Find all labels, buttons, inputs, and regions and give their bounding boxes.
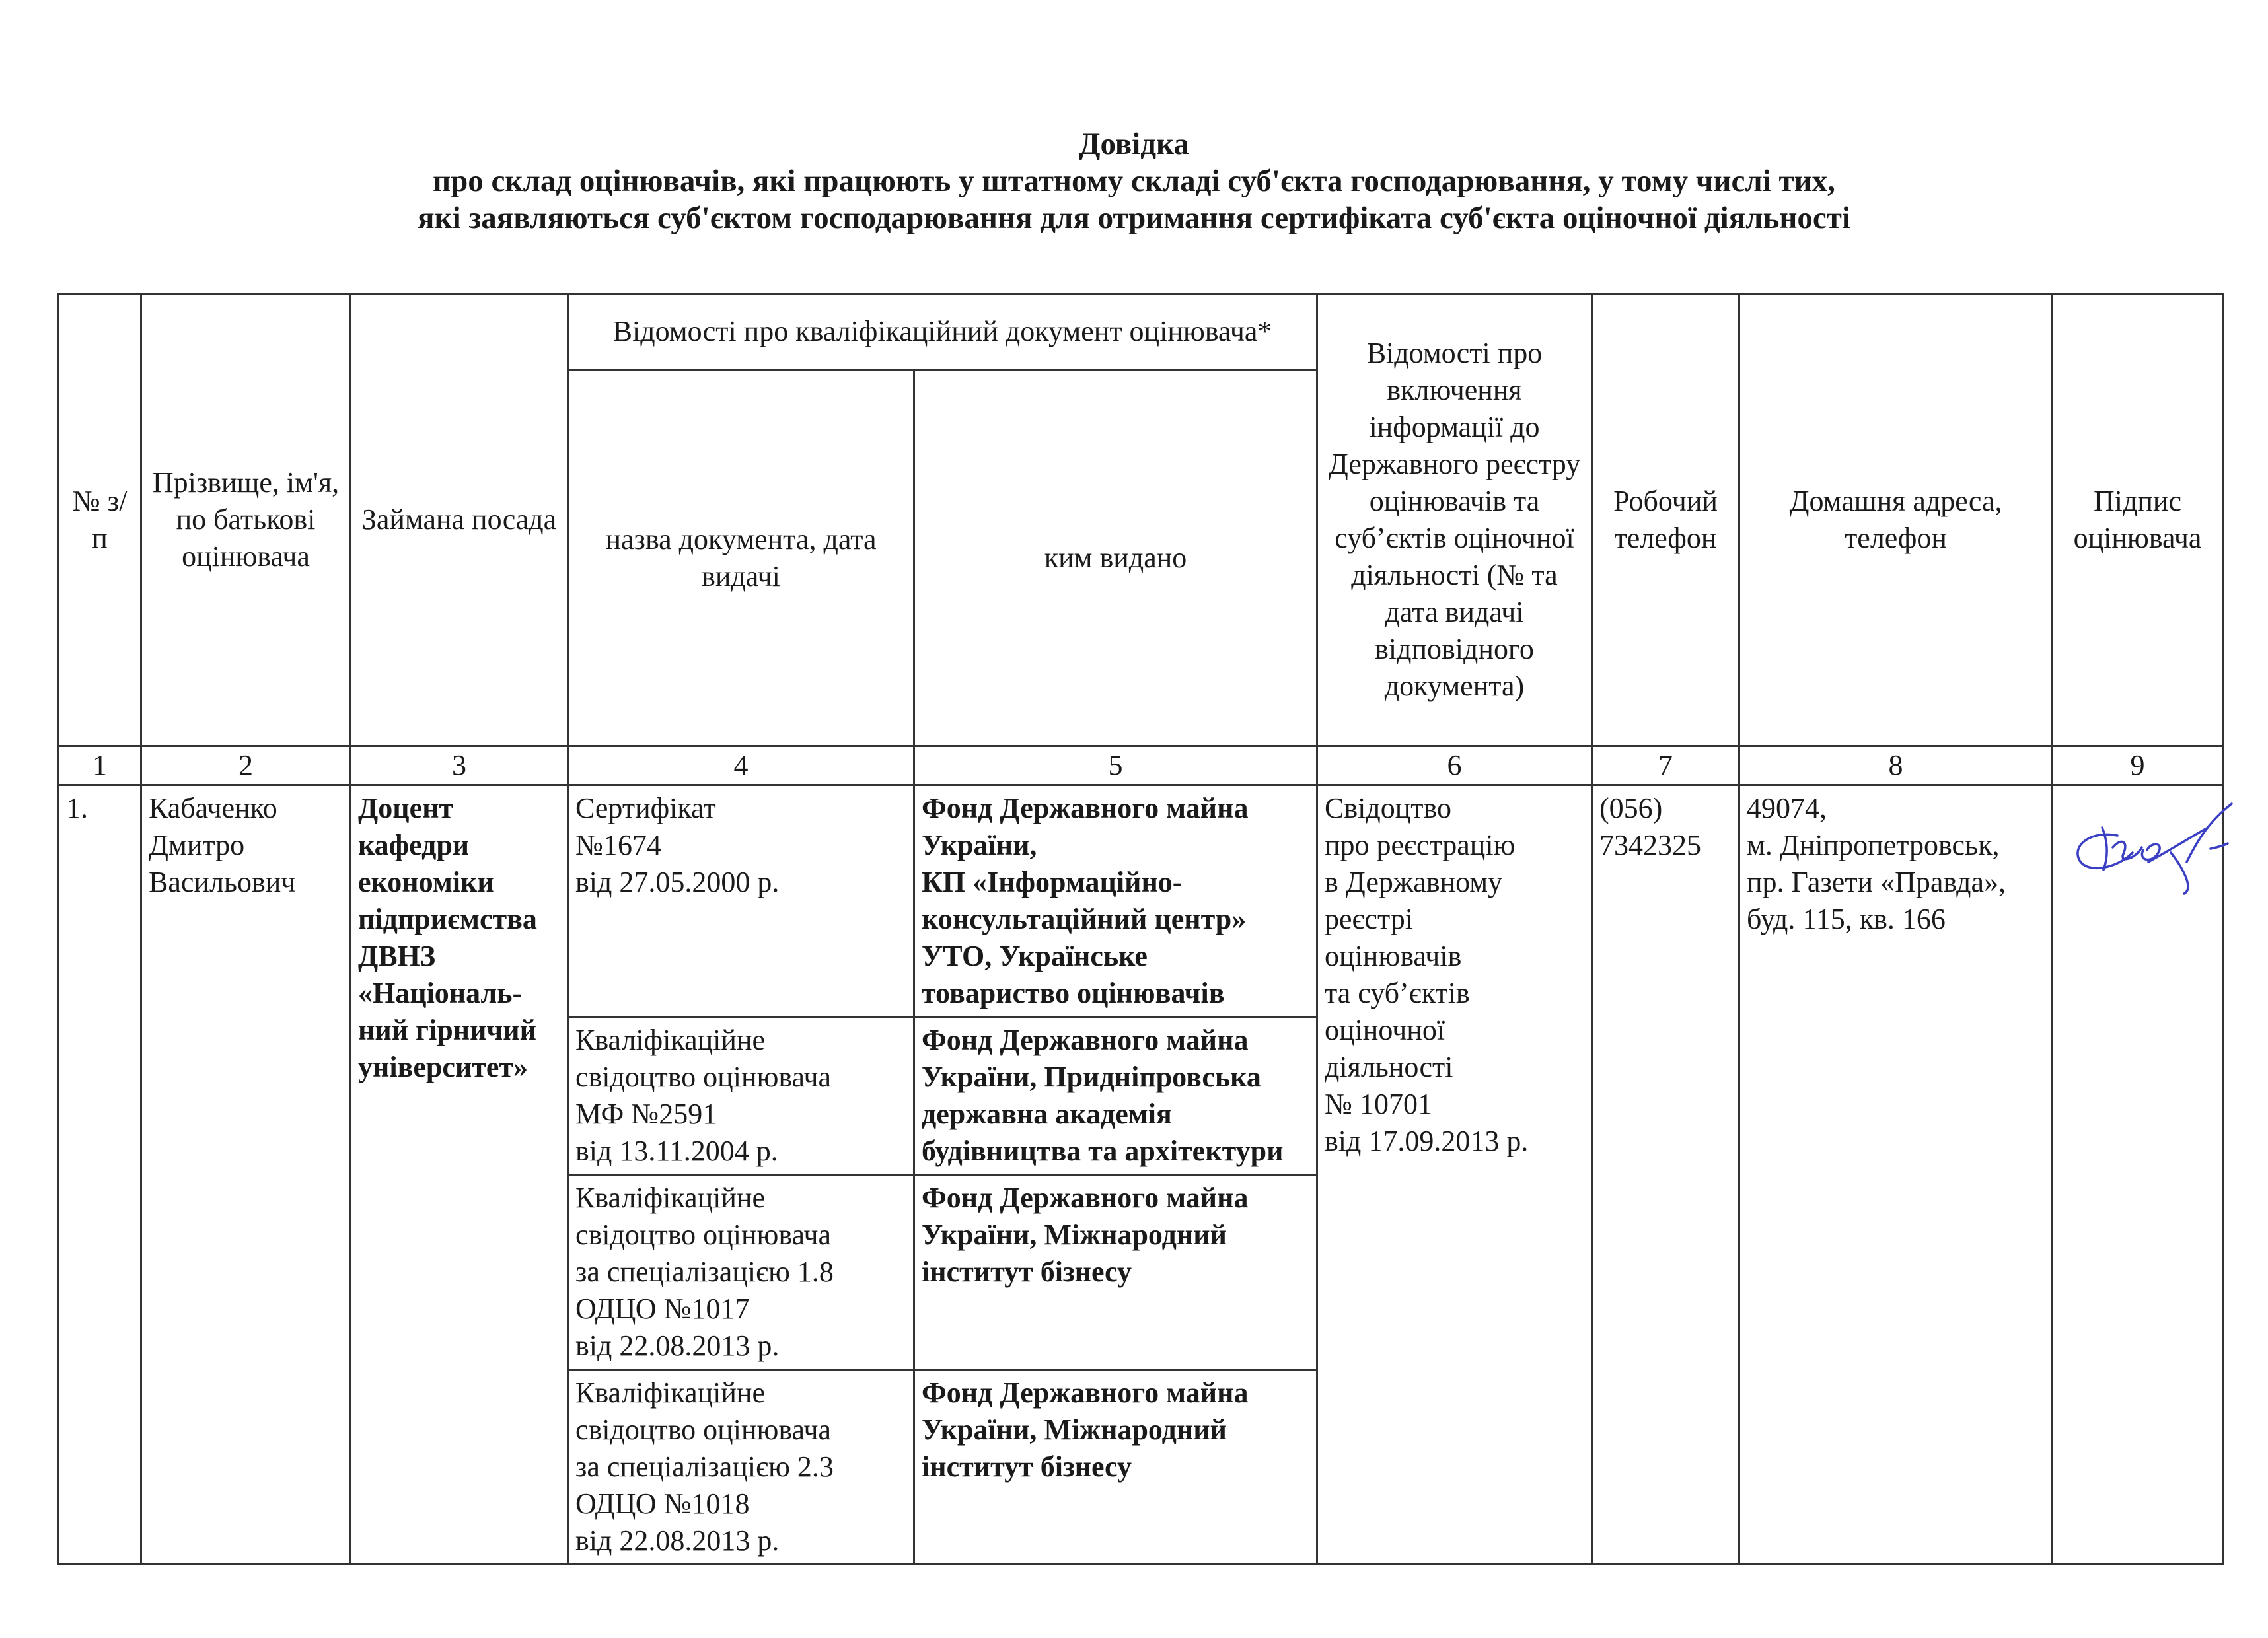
doc-line: МФ №2591 xyxy=(575,1098,717,1130)
doc-cell xyxy=(568,785,914,1017)
issuer-line: Фонд Державного майна xyxy=(922,1024,1249,1056)
header-issued-by: ким видано xyxy=(914,370,1317,746)
doc-line: від 22.08.2013 р. xyxy=(575,1330,780,1362)
position-line: кафедри xyxy=(358,829,470,861)
phone-line: (056) xyxy=(1599,792,1663,824)
column-number: 4 xyxy=(568,746,914,785)
registry-line: про реєстрацію xyxy=(1325,829,1516,861)
doc-line: Кваліфікаційне xyxy=(575,1376,766,1409)
record-signature-cell xyxy=(2053,785,2223,1565)
issuer-cell xyxy=(914,785,1317,1017)
issuer-line: інститут бізнесу xyxy=(922,1450,1132,1483)
column-number: 3 xyxy=(351,746,568,785)
issuer-line: Фонд Державного майна xyxy=(922,1182,1249,1214)
registry-line: та суб’єктів xyxy=(1325,977,1470,1009)
registry-line: Свідоцтво xyxy=(1325,792,1451,824)
header-position: Займана посада xyxy=(351,294,568,746)
record-position xyxy=(351,785,568,1565)
registry-line: в Державному xyxy=(1325,866,1503,898)
phone-line: 7342325 xyxy=(1599,829,1701,861)
address-line: буд. 115, кв. 166 xyxy=(1747,903,1946,935)
issuer-line: будівництва та архітектури xyxy=(922,1135,1284,1167)
registry-line: оціночної xyxy=(1325,1014,1445,1046)
header-num: № з/п xyxy=(59,294,141,746)
position-line: «Національ- xyxy=(358,977,523,1009)
header-name: Прізвище, ім'я, по батькові оцінювача xyxy=(141,294,351,746)
issuer-line: Фонд Державного майна xyxy=(922,792,1249,824)
doc-cell xyxy=(568,1370,914,1565)
table-row xyxy=(59,785,2223,1017)
issuer-line: України, Міжнародний xyxy=(922,1219,1227,1251)
header-signature: Підпис оцінювача xyxy=(2053,294,2223,746)
doc-line: за спеціалізацією 2.3 xyxy=(575,1450,834,1483)
column-number: 6 xyxy=(1317,746,1592,785)
issuer-line: України, Придніпровська xyxy=(922,1061,1261,1093)
doc-line: Кваліфікаційне xyxy=(575,1182,766,1214)
issuer-line: інститут бізнесу xyxy=(922,1256,1132,1288)
column-numbers-row xyxy=(59,746,2223,785)
header-registry: Відомості про включення інформації до Державного реєстру оцінювачів та суб’єктів оціночної діяльності (№ та дата видачі відповідного документа) xyxy=(1317,294,1592,746)
column-number: 5 xyxy=(914,746,1317,785)
column-number: 9 xyxy=(2053,746,2223,785)
doc-line: від 13.11.2004 р. xyxy=(575,1135,778,1167)
issuer-cell xyxy=(914,1370,1317,1565)
doc-line: Кваліфікаційне xyxy=(575,1024,766,1056)
name-line: Васильович xyxy=(149,866,296,898)
doc-line: свідоцтво оцінювача xyxy=(575,1219,831,1251)
registry-line: оцінювачів xyxy=(1325,940,1462,972)
column-number: 2 xyxy=(141,746,351,785)
doc-line: Сертифікат xyxy=(575,792,716,824)
doc-line: від 22.08.2013 р. xyxy=(575,1524,780,1557)
position-line: ДВНЗ xyxy=(358,940,436,972)
record-name xyxy=(141,785,351,1565)
doc-line: від 27.05.2000 р. xyxy=(575,866,780,898)
header-address: Домашня адреса, телефон xyxy=(1739,294,2053,746)
doc-cell xyxy=(568,1017,914,1175)
position-line: Доцент xyxy=(358,792,454,824)
issuer-cell xyxy=(914,1175,1317,1370)
position-line: ний гірничий xyxy=(358,1014,536,1046)
doc-line: за спеціалізацією 1.8 xyxy=(575,1256,834,1288)
handwritten-signature xyxy=(2055,789,2246,895)
position-line: університет» xyxy=(358,1051,528,1083)
document-title xyxy=(0,125,2268,236)
column-number: 8 xyxy=(1739,746,2053,785)
doc-line: свідоцтво оцінювача xyxy=(575,1061,831,1093)
address-line: 49074, xyxy=(1747,792,1827,824)
header-phone: Робочий телефон xyxy=(1592,294,1739,746)
registry-line: діяльності xyxy=(1325,1051,1453,1083)
address-line: пр. Газети «Правда», xyxy=(1747,866,2006,898)
column-number: 1 xyxy=(59,746,141,785)
name-line: Кабаченко xyxy=(149,792,277,824)
header-qual-doc-group: Відомості про кваліфікаційний документ оцінювача* xyxy=(568,294,1317,370)
doc-line: №1674 xyxy=(575,829,661,861)
issuer-line: Фонд Державного майна xyxy=(922,1376,1249,1409)
doc-line: ОДЦО №1018 xyxy=(575,1487,750,1520)
issuer-line: державна академія xyxy=(922,1098,1172,1130)
record-address xyxy=(1739,785,2053,1565)
address-line: м. Дніпропетровськ, xyxy=(1747,829,2000,861)
registry-line: реєстрі xyxy=(1325,903,1413,935)
title-line-3: які заявляються суб'єктом господарювання для отримання сертифіката суб'єкта оціночної діяльності xyxy=(418,201,1850,235)
record-num: 1. xyxy=(59,785,141,1565)
header-doc-name: назва документа, дата видачі xyxy=(568,370,914,746)
column-number: 7 xyxy=(1592,746,1739,785)
record-phone xyxy=(1592,785,1739,1565)
registry-line: № 10701 xyxy=(1325,1088,1432,1120)
issuer-line: КП «Інформаційно- xyxy=(922,866,1183,898)
position-line: підприємства xyxy=(358,903,537,935)
name-line: Дмитро xyxy=(149,829,245,861)
issuer-line: України, xyxy=(922,829,1037,861)
issuer-line: товариство оцінювачів xyxy=(922,977,1225,1009)
title-line-1: Довідка xyxy=(1079,127,1189,161)
issuer-line: УТО, Українське xyxy=(922,940,1148,972)
position-line: економіки xyxy=(358,866,494,898)
appraisers-table xyxy=(57,293,2224,1565)
doc-cell xyxy=(568,1175,914,1370)
record-registry xyxy=(1317,785,1592,1565)
registry-line: від 17.09.2013 р. xyxy=(1325,1125,1529,1157)
doc-line: свідоцтво оцінювача xyxy=(575,1413,831,1446)
doc-line: ОДЦО №1017 xyxy=(575,1293,750,1325)
title-line-2: про склад оцінювачів, які працюють у штатному складі суб'єкта господарювання, у тому числі тих, xyxy=(433,164,1835,198)
issuer-line: України, Міжнародний xyxy=(922,1413,1227,1446)
issuer-line: консультаційний центр» xyxy=(922,903,1247,935)
issuer-cell xyxy=(914,1017,1317,1175)
